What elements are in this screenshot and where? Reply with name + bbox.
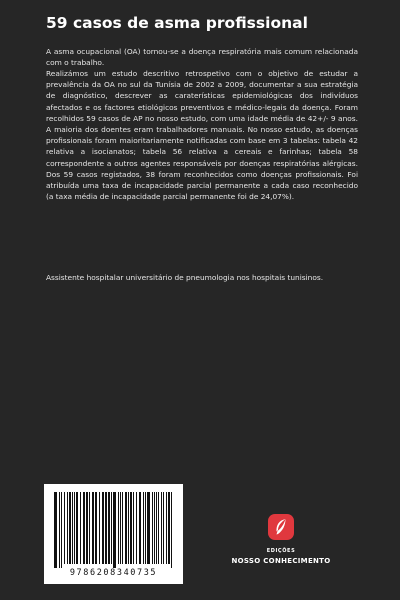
barcode-bar xyxy=(76,492,78,564)
barcode-bar xyxy=(128,492,129,564)
barcode-bar xyxy=(133,492,134,564)
barcode-bar xyxy=(99,492,100,564)
barcode-bar xyxy=(147,492,150,564)
quill-icon xyxy=(268,514,294,540)
barcode-bar xyxy=(122,492,123,564)
barcode-bar xyxy=(152,492,153,564)
summary-paragraph-1: A asma ocupacional (OA) tornou-se a doença respiratória mais comum relacionada com o trabalho. xyxy=(46,47,358,68)
author-bio: Assistente hospitalar universitário de pneumologia nos hospitais tunisinos. xyxy=(46,273,324,282)
barcode-bar xyxy=(163,492,164,564)
barcode-bar xyxy=(143,492,144,564)
barcode-bar xyxy=(72,492,73,564)
barcode-bar xyxy=(158,492,159,564)
barcode-bar xyxy=(161,492,162,564)
barcode-bar xyxy=(67,492,68,564)
barcode-bar xyxy=(125,492,127,564)
barcode-bar xyxy=(95,492,97,564)
barcode-bar xyxy=(113,492,116,568)
isbn-number: 9786208340735 xyxy=(69,568,158,578)
barcode-bar xyxy=(166,492,167,564)
barcode-bar xyxy=(145,492,146,564)
publisher-line-2: NOSSO CONHECIMENTO xyxy=(231,557,331,565)
barcode-bar xyxy=(154,492,155,564)
publisher-line-1: EDIÇÕES xyxy=(266,548,296,554)
barcode-bar xyxy=(120,492,121,564)
barcode-bar xyxy=(69,492,71,564)
barcode-bar xyxy=(102,492,104,564)
barcode-bar xyxy=(171,492,172,568)
barcode-bar xyxy=(168,492,170,564)
barcode-bar xyxy=(108,492,110,564)
barcode-bar xyxy=(80,492,81,564)
summary-paragraph-2: Realizámos um estudo descritivo retrospetivo com o objetivo de estudar a prevalência da OA no sul da Tunísia de 2002 a 2009, documentar a sua estratégia de diagnóstico, descrever as caraterísticas epidemiológicas dos indivíduos afectados e os factores etiológicos preventivos e médico-legais da doença. Foram recolhidos 59 casos de AP no nosso estudo, com uma idade média de 42+/- 9 anos. A maioria dos doentes eram trabalhadores manuais. No nosso estudo, as doenças profissionais foram maioritariamente notificadas com base em 3 tabelas: tabela 42 relativa a isocianatos; tabela 56 relativa a cereais e farinhas; tabela 58 correspondente a outros agentes responsáveis por doenças respiratórias alérgicas. Dos 59 casos registados, 38 foram reconhecidos como doenças profissionais. Foi atribuída uma taxa de incapacidade parcial permanente a cada caso reconhecido (a taxa média de incapacidade parcial permanente foi de 24,07%). xyxy=(46,69,358,202)
barcode-bar xyxy=(74,492,75,564)
barcode-bar xyxy=(105,492,107,564)
barcode-bar xyxy=(92,492,94,564)
barcode-bar xyxy=(59,492,60,568)
barcode-bar xyxy=(86,492,88,564)
barcode-bar xyxy=(83,492,85,564)
barcode-bar xyxy=(136,492,137,564)
publisher-logo xyxy=(268,514,294,540)
barcode-bar xyxy=(111,492,112,564)
barcode-bar xyxy=(54,492,57,568)
barcode-bar xyxy=(156,492,157,564)
book-title: 59 casos de asma profissional xyxy=(46,14,308,32)
barcode-bar xyxy=(118,492,119,564)
barcode-bars xyxy=(44,484,183,568)
barcode-bar xyxy=(139,492,141,564)
barcode-bar xyxy=(89,492,90,564)
barcode-bar xyxy=(130,492,132,564)
isbn-barcode xyxy=(44,484,183,584)
barcode-bar xyxy=(61,492,62,568)
barcode-bar xyxy=(64,492,65,564)
